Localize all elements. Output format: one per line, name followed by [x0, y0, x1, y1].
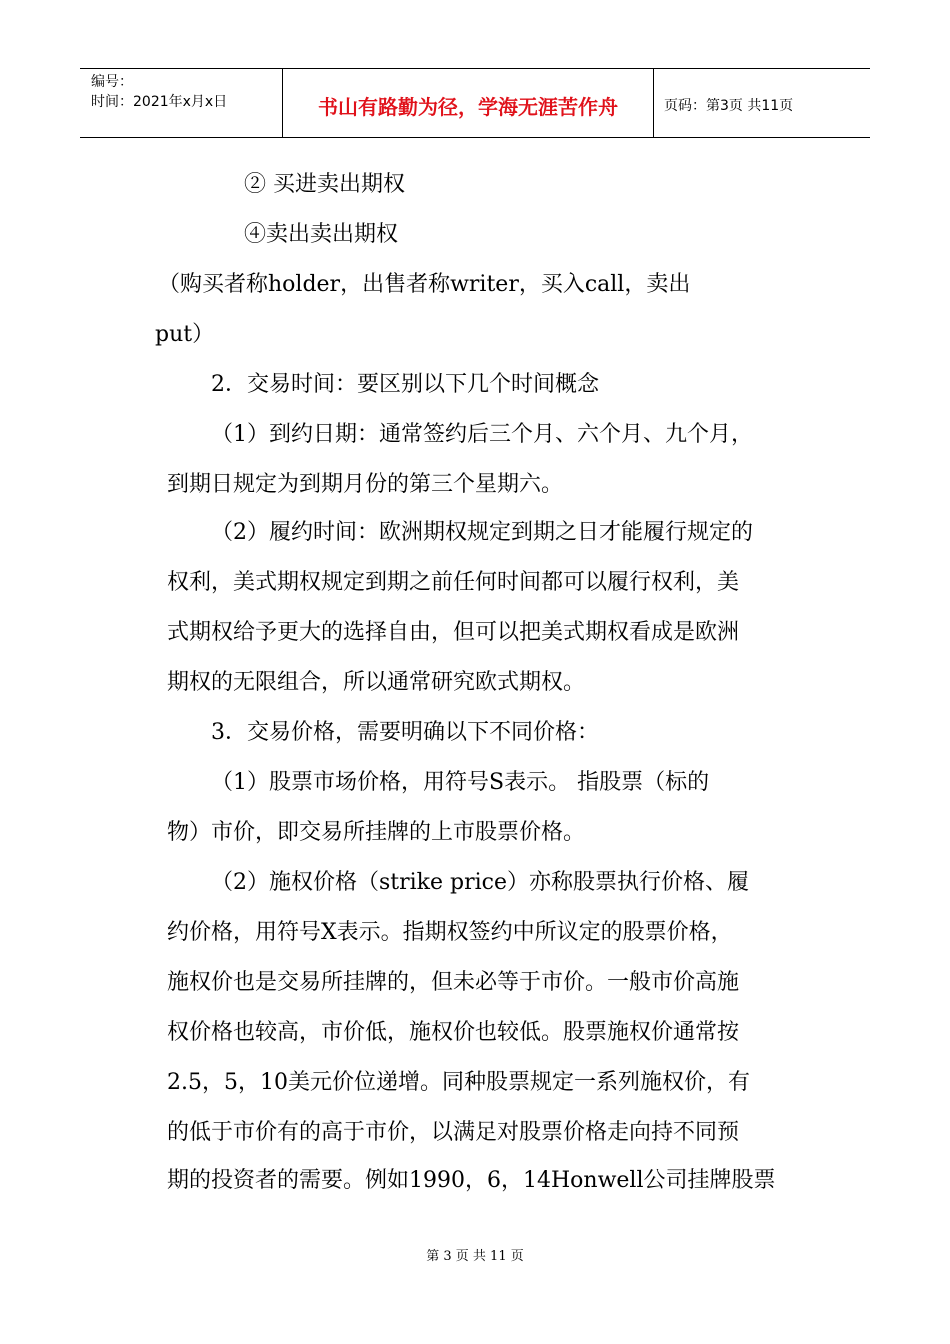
body-line: 的低于市价有的高于市价，以满足对股票价格走向持不同预	[167, 1120, 740, 1145]
body-line: 期权的无限组合，所以通常研究欧式期权。	[167, 670, 586, 695]
body-line: （1）股票市场价格，用符号S表示。 指股票（标的	[211, 770, 710, 795]
body-line: 式期权给予更大的选择自由，但可以把美式期权看成是欧洲	[167, 620, 740, 645]
body-line: （购买者称holder，出售者称writer，买入call，卖出	[158, 272, 691, 297]
header-motto: 书山有路勤为径，学海无涯苦作舟	[318, 95, 618, 119]
body-line: put）	[155, 322, 215, 347]
body-line: 到期日规定为到期月份的第三个星期六。	[167, 472, 564, 497]
body-line: 2.5，5，10美元价位递增。同种股票规定一系列施权价，有	[167, 1070, 750, 1095]
page-footer: 第 3 页 共 11 页	[426, 1249, 524, 1264]
body-line: 约价格，用符号X表示。指期权签约中所议定的股票价格，	[167, 920, 733, 945]
header-page-info: 页码：第3页 共11页	[664, 98, 794, 114]
body-line: ② 买进卖出期权	[244, 172, 405, 197]
body-line: 权价格也较高，市价低，施权价也较低。股票施权价通常按	[167, 1020, 740, 1045]
header-meta-cell	[80, 69, 283, 137]
body-line: 物）市价，即交易所挂牌的上市股票价格。	[167, 820, 586, 845]
document-number-label: 编号：	[91, 74, 133, 90]
body-line: 期的投资者的需要。例如1990，6，14Honwell公司挂牌股票	[167, 1168, 776, 1193]
header-page-cell	[654, 69, 870, 137]
body-line: 权利，美式期权规定到期之前任何时间都可以履行权利，美	[167, 570, 740, 595]
body-line: ④卖出卖出期权	[244, 222, 399, 247]
body-line: 施权价也是交易所挂牌的，但未必等于市价。一般市价高施	[167, 970, 740, 995]
document-time-label: 时间：2021年x月x日	[91, 94, 228, 110]
body-line: （1）到约日期：通常签约后三个月、六个月、九个月，	[211, 422, 753, 447]
body-line: （2）履约时间：欧洲期权规定到期之日才能履行规定的	[211, 520, 753, 545]
body-line: 3．交易价格，需要明确以下不同价格：	[211, 720, 599, 745]
body-line: 2．交易时间：要区别以下几个时间概念	[211, 372, 599, 397]
page-header	[80, 68, 870, 138]
header-motto-cell	[283, 69, 654, 137]
body-line: （2）施权价格（strike price）亦称股票执行价格、履	[211, 870, 750, 895]
